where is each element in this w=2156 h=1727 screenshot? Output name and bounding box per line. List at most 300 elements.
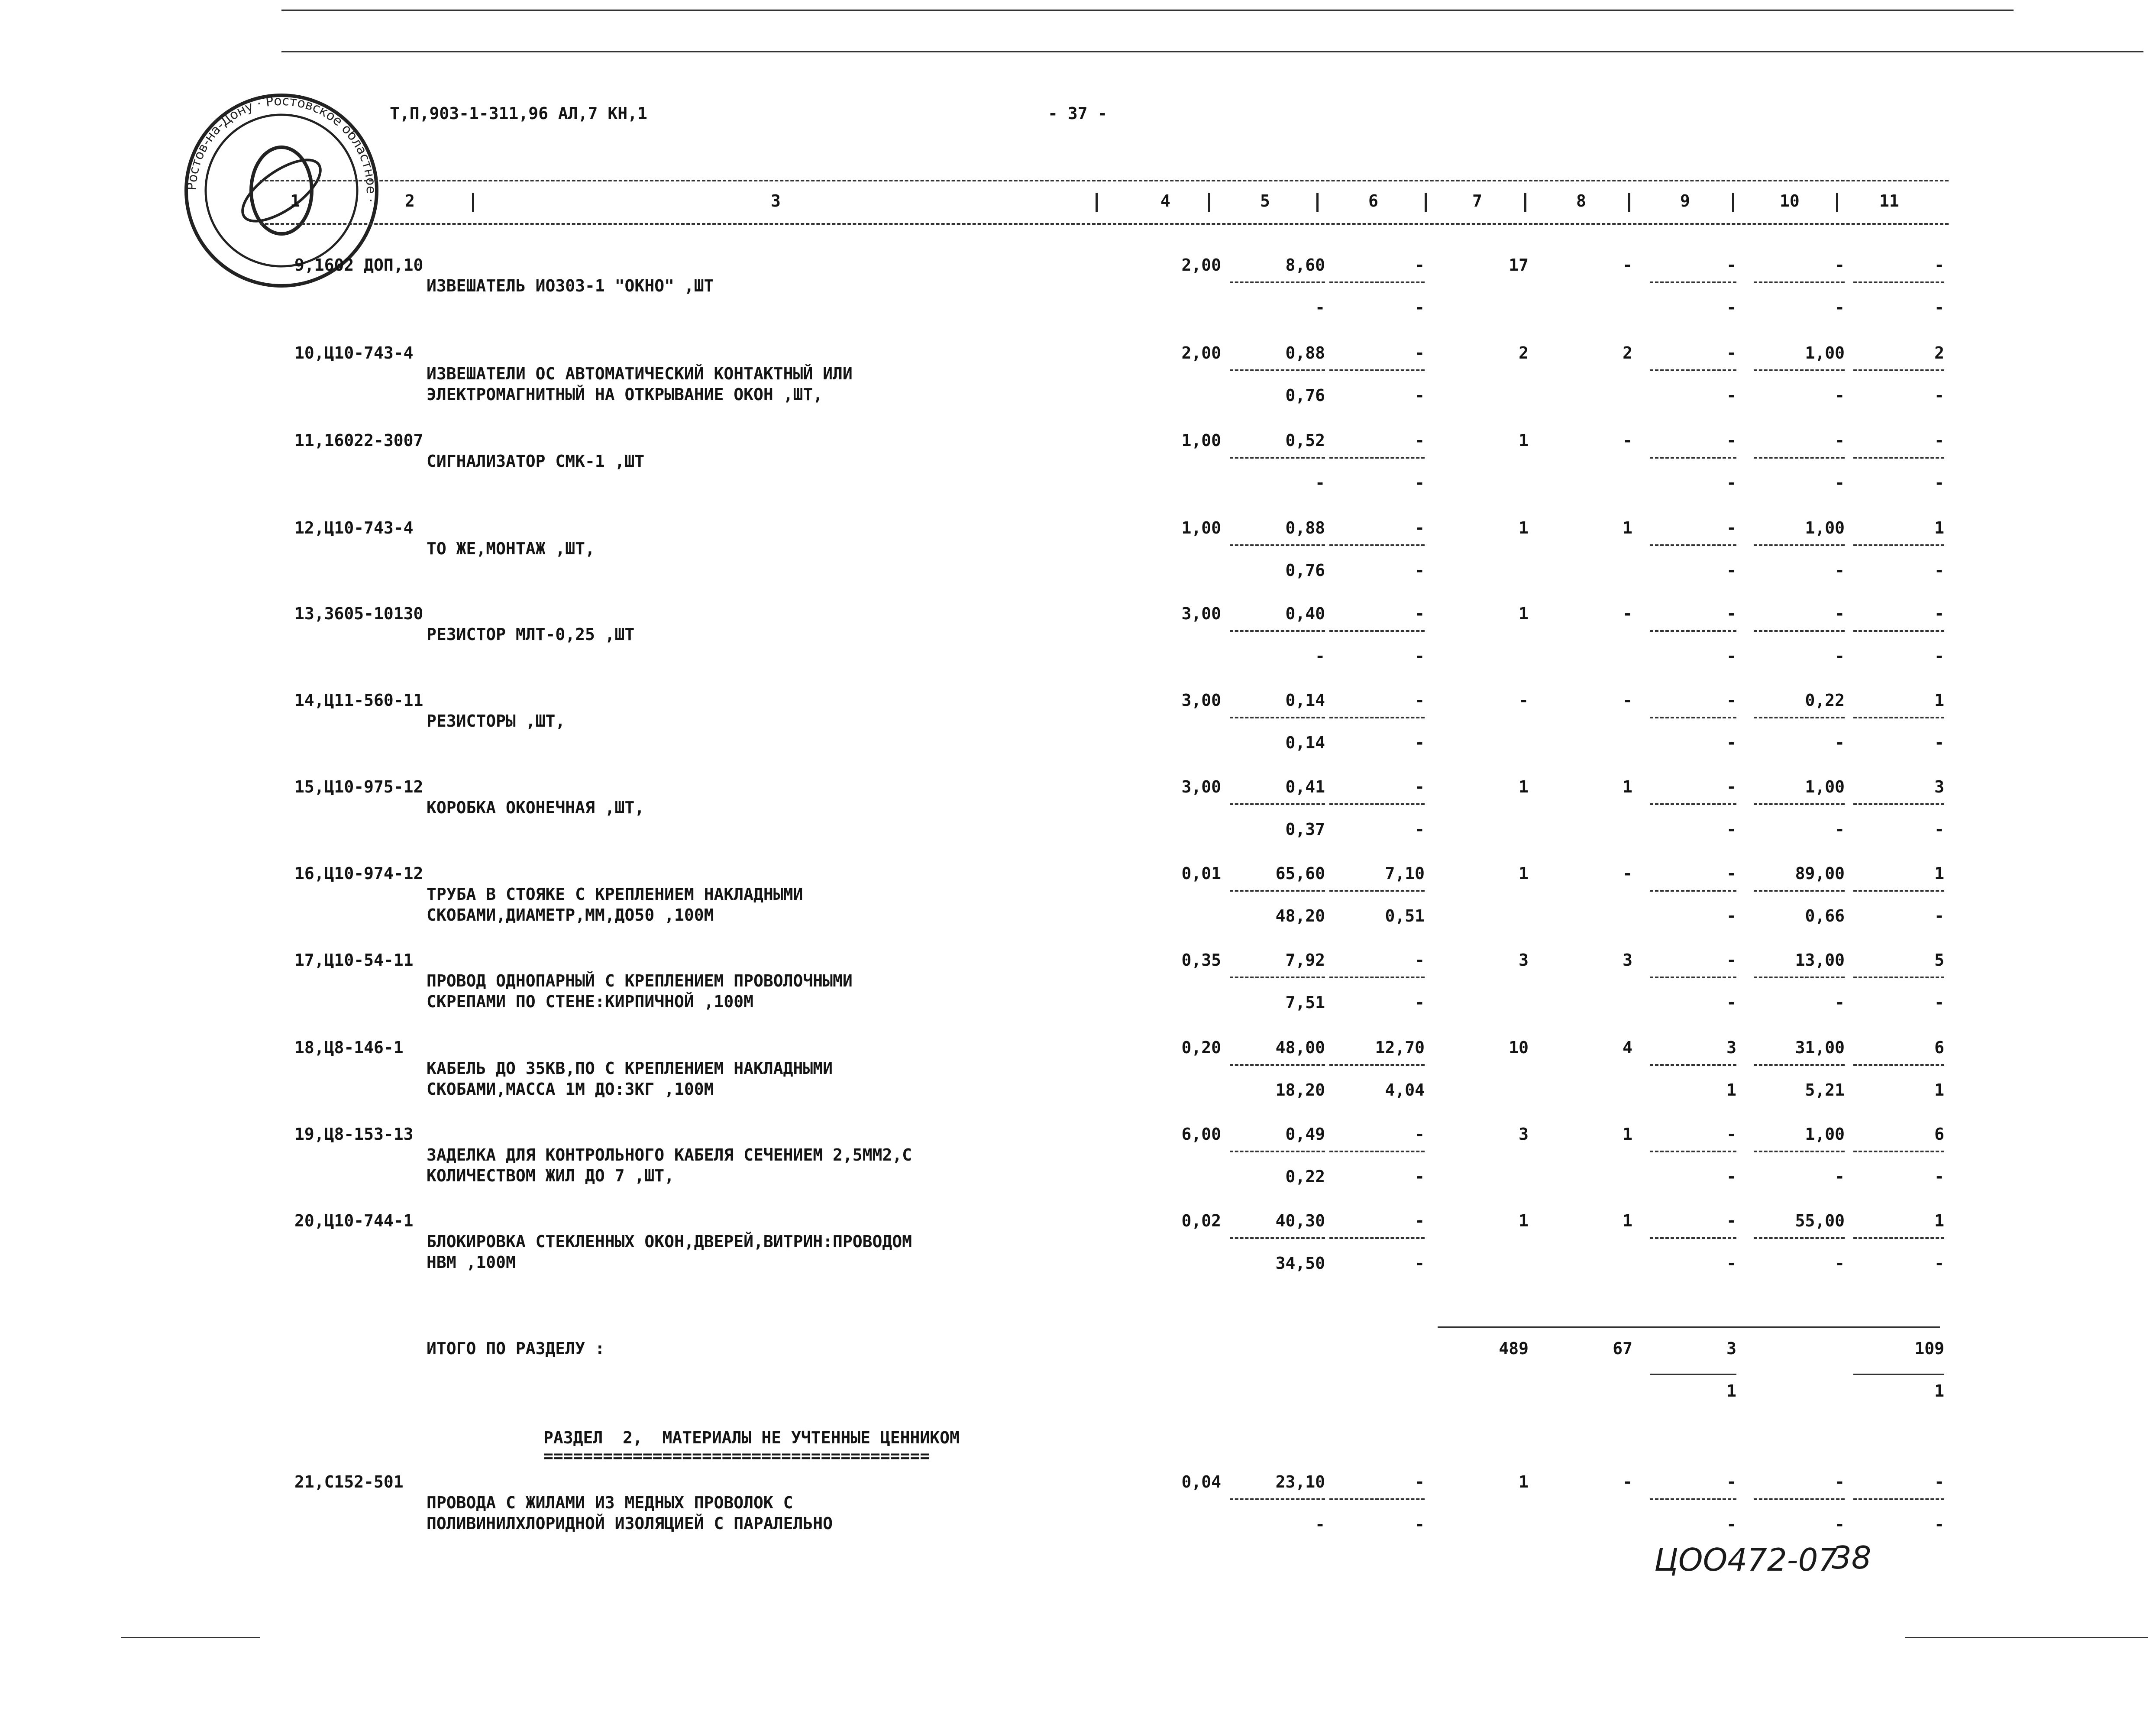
column-header-11: 11 — [1879, 191, 1899, 210]
cell-c4: 3,00 — [1181, 604, 1221, 623]
row-description: ЭЛЕКТРОМАГНИТНЫЙ НА ОТКРЫВАНИЕ ОКОН ,ШТ, — [427, 385, 823, 404]
cell-c10b: - — [1835, 993, 1845, 1012]
cell-c9: - — [1726, 604, 1736, 623]
cell-c6: - — [1415, 518, 1425, 537]
cell-c5: 40,30 — [1275, 1211, 1325, 1230]
row-description: ТРУБА В СТОЯКЕ С КРЕПЛЕНИЕМ НАКЛАДНЫМИ — [427, 885, 803, 904]
row-description: СКРЕПАМИ ПО СТЕНЕ:КИРПИЧНОЙ ,100М — [427, 992, 753, 1011]
cell-c8: 1 — [1623, 777, 1632, 796]
cell-c10: 31,00 — [1795, 1038, 1845, 1057]
cell-c9b: 1 — [1726, 1080, 1736, 1100]
cell-c5: 65,60 — [1275, 864, 1325, 883]
cell-c10b: 5,21 — [1805, 1080, 1845, 1100]
cell-rule-c9 — [1650, 457, 1736, 459]
cell-c7: - — [1519, 691, 1529, 710]
row-code: 15,Ц10-975-12 — [294, 777, 423, 796]
cell-c11b: - — [1934, 298, 1944, 317]
cell-c9: - — [1726, 431, 1736, 450]
column-header-4: 4 — [1160, 191, 1170, 210]
cell-rule-c11 — [1853, 890, 1944, 892]
row-code: 10,Ц10-743-4 — [294, 343, 414, 362]
cell-c5b: 0,76 — [1285, 386, 1325, 405]
cell-rule-c11 — [1853, 717, 1944, 718]
totals-col9-rule — [1650, 1374, 1736, 1375]
column-separator — [472, 193, 474, 212]
totals-col11-b: 1 — [1934, 1381, 1944, 1400]
cell-c5: 0,88 — [1285, 518, 1325, 537]
cell-c8: 1 — [1623, 518, 1632, 537]
cell-c11b: - — [1934, 1167, 1944, 1186]
cell-c6b: - — [1415, 561, 1425, 580]
cell-rule-c9 — [1650, 281, 1736, 283]
cell-c5: 0,49 — [1285, 1125, 1325, 1144]
cell-c10: - — [1835, 604, 1845, 623]
cell-c4: 0,01 — [1181, 864, 1221, 883]
bottom-rule-right — [1905, 1637, 2148, 1638]
cell-c10b: - — [1835, 733, 1845, 752]
cell-c5: 23,10 — [1275, 1472, 1325, 1491]
cell-c5b: 34,50 — [1275, 1254, 1325, 1273]
cell-c11b: - — [1934, 733, 1944, 752]
column-header-2: 2 — [405, 191, 415, 210]
cell-c7: 17 — [1509, 255, 1529, 275]
cell-c6: - — [1415, 777, 1425, 796]
cell-c4: 1,00 — [1181, 518, 1221, 537]
cell-c8: 2 — [1623, 343, 1632, 362]
cell-c10: - — [1835, 431, 1845, 450]
column-header-9: 9 — [1680, 191, 1690, 210]
cell-c11b: - — [1934, 1515, 1944, 1534]
cell-c4: 2,00 — [1181, 255, 1221, 275]
totals-col11: 109 — [1914, 1339, 1944, 1358]
row-description: СИГНАЛИЗАТОР СМК-1 ,ШТ — [427, 452, 645, 471]
cell-rule-c11 — [1853, 1498, 1944, 1500]
totals-col9: 3 — [1726, 1339, 1736, 1358]
cell-c6b: - — [1415, 733, 1425, 752]
cell-c10: 55,00 — [1795, 1211, 1845, 1230]
cell-c9: - — [1726, 691, 1736, 710]
cell-rule-c11 — [1853, 281, 1944, 283]
cell-c9b: - — [1726, 993, 1736, 1012]
cell-c10b: - — [1835, 820, 1845, 839]
cell-rule-c10 — [1754, 803, 1845, 805]
cell-c11: 1 — [1934, 518, 1944, 537]
column-header-8: 8 — [1576, 191, 1586, 210]
cell-c11b: - — [1934, 647, 1944, 666]
cell-c8: - — [1623, 255, 1632, 275]
cell-rule-c10 — [1754, 1498, 1845, 1500]
cell-c10: 89,00 — [1795, 864, 1845, 883]
cell-c7: 3 — [1519, 1125, 1529, 1144]
cell-c10b: - — [1835, 473, 1845, 492]
cell-c4: 1,00 — [1181, 431, 1221, 450]
cell-rule-c6 — [1329, 457, 1425, 459]
cell-c9b: - — [1726, 647, 1736, 666]
cell-c9: - — [1726, 518, 1736, 537]
row-code: 12,Ц10-743-4 — [294, 518, 414, 537]
cell-c4: 2,00 — [1181, 343, 1221, 362]
cell-c11: - — [1934, 604, 1944, 623]
cell-c5b: 7,51 — [1285, 993, 1325, 1012]
cell-c11: - — [1934, 431, 1944, 450]
row-code: 13,3605-10130 — [294, 604, 423, 623]
row-code: 20,Ц10-744-1 — [294, 1211, 414, 1230]
handwritten-page: 38 — [1832, 1539, 1872, 1576]
cell-rule-c6 — [1329, 281, 1425, 283]
cell-rule-c6 — [1329, 369, 1425, 371]
cell-c8: 4 — [1623, 1038, 1632, 1057]
column-separator — [1628, 193, 1630, 212]
cell-rule-c5 — [1230, 890, 1325, 892]
cell-rule-c11 — [1853, 1151, 1944, 1152]
cell-c11b: - — [1934, 473, 1944, 492]
cell-rule-c9 — [1650, 1237, 1736, 1239]
cell-c10: 0,22 — [1805, 691, 1845, 710]
cell-rule-c5 — [1230, 1237, 1325, 1239]
column-header-6: 6 — [1368, 191, 1378, 210]
cell-c8: - — [1623, 431, 1632, 450]
cell-c7: 1 — [1519, 604, 1529, 623]
cell-rule-c10 — [1754, 977, 1845, 978]
row-description: ПРОВОДА С ЖИЛАМИ ИЗ МЕДНЫХ ПРОВОЛОК С — [427, 1493, 793, 1512]
cell-c11: 6 — [1934, 1038, 1944, 1057]
handwritten-code: ЦОО472-07 — [1654, 1542, 1838, 1578]
cell-rule-c10 — [1754, 717, 1845, 718]
cell-c5b: 0,22 — [1285, 1167, 1325, 1186]
cell-c9b: - — [1726, 298, 1736, 317]
cell-c6b: - — [1415, 993, 1425, 1012]
stamp-ring-text: Ростов-на-Дону · Ростовское областное · — [184, 93, 379, 204]
cell-c5: 0,14 — [1285, 691, 1325, 710]
cell-c6: - — [1415, 951, 1425, 970]
totals-rule — [1438, 1326, 1940, 1328]
cell-rule-c10 — [1754, 544, 1845, 546]
cell-c8: 3 — [1623, 951, 1632, 970]
header-bottom-rule — [260, 223, 1949, 225]
cell-c5: 0,40 — [1285, 604, 1325, 623]
cell-c5: 48,00 — [1275, 1038, 1325, 1057]
cell-c9: - — [1726, 255, 1736, 275]
cell-c10b: - — [1835, 647, 1845, 666]
cell-c11b: 1 — [1934, 1080, 1944, 1100]
cell-c6: - — [1415, 604, 1425, 623]
cell-c11: 3 — [1934, 777, 1944, 796]
cell-c6: 12,70 — [1375, 1038, 1425, 1057]
cell-c4: 0,04 — [1181, 1472, 1221, 1491]
cell-c11b: - — [1934, 561, 1944, 580]
cell-c9: - — [1726, 864, 1736, 883]
cell-c6: - — [1415, 343, 1425, 362]
cell-c9b: - — [1726, 386, 1736, 405]
cell-c10: 1,00 — [1805, 343, 1845, 362]
header-top-rule — [260, 180, 1949, 181]
cell-c8: 1 — [1623, 1125, 1632, 1144]
cell-rule-c5 — [1230, 1151, 1325, 1152]
cell-c6: - — [1415, 691, 1425, 710]
cell-c5b: 0,37 — [1285, 820, 1325, 839]
cell-c6: - — [1415, 1211, 1425, 1230]
row-description: КОРОБКА ОКОНЕЧНАЯ ,ШТ, — [427, 798, 645, 817]
cell-rule-c11 — [1853, 544, 1944, 546]
row-description: РЕЗИСТОРЫ ,ШТ, — [427, 711, 566, 731]
cell-c6: 7,10 — [1385, 864, 1425, 883]
cell-c6b: - — [1415, 298, 1425, 317]
cell-c6: - — [1415, 1125, 1425, 1144]
cell-c9b: - — [1726, 1515, 1736, 1534]
cell-c9b: - — [1726, 820, 1736, 839]
cell-c10: 1,00 — [1805, 518, 1845, 537]
totals-col8: 67 — [1613, 1339, 1632, 1358]
cell-c5b: - — [1315, 298, 1325, 317]
cell-c7: 1 — [1519, 1211, 1529, 1230]
row-code: 16,Ц10-974-12 — [294, 864, 423, 883]
cell-rule-c10 — [1754, 1064, 1845, 1066]
cell-c4: 6,00 — [1181, 1125, 1221, 1144]
cell-c9: - — [1726, 1472, 1736, 1491]
cell-c5b: 0,14 — [1285, 733, 1325, 752]
cell-rule-c5 — [1230, 630, 1325, 632]
cell-c6b: - — [1415, 1254, 1425, 1273]
cell-c11: 5 — [1934, 951, 1944, 970]
row-code: 11,16022-3007 — [294, 431, 423, 450]
cell-rule-c10 — [1754, 890, 1845, 892]
row-code: 9,1602 ДОП,10 — [294, 255, 423, 275]
cell-c9: - — [1726, 777, 1736, 796]
cell-rule-c5 — [1230, 803, 1325, 805]
cell-rule-c6 — [1329, 1237, 1425, 1239]
row-code: 18,Ц8-146-1 — [294, 1038, 404, 1057]
row-description: ИЗВЕШАТЕЛЬ ИО303-1 "ОКНО" ,ШТ — [427, 276, 714, 295]
cell-c9: - — [1726, 951, 1736, 970]
cell-c10b: 0,66 — [1805, 906, 1845, 925]
cell-rule-c5 — [1230, 369, 1325, 371]
cell-c9: - — [1726, 1211, 1736, 1230]
cell-c5b: 18,20 — [1275, 1080, 1325, 1100]
cell-c7: 3 — [1519, 951, 1529, 970]
cell-rule-c5 — [1230, 977, 1325, 978]
cell-rule-c6 — [1329, 1151, 1425, 1152]
cell-c9b: - — [1726, 1254, 1736, 1273]
column-header-5: 5 — [1260, 191, 1270, 210]
cell-c8: - — [1623, 1472, 1632, 1491]
cell-c4: 0,35 — [1181, 951, 1221, 970]
cell-c11b: - — [1934, 1254, 1944, 1273]
cell-rule-c11 — [1853, 977, 1944, 978]
cell-rule-c9 — [1650, 803, 1736, 805]
cell-c11: 6 — [1934, 1125, 1944, 1144]
totals-col9-b: 1 — [1726, 1381, 1736, 1400]
cell-rule-c9 — [1650, 1151, 1736, 1152]
cell-c9b: - — [1726, 1167, 1736, 1186]
cell-rule-c5 — [1230, 457, 1325, 459]
cell-c5: 0,52 — [1285, 431, 1325, 450]
cell-c5b: 48,20 — [1275, 906, 1325, 925]
cell-c9: - — [1726, 1125, 1736, 1144]
totals-label: ИТОГО ПО РАЗДЕЛУ : — [427, 1339, 605, 1358]
cell-rule-c6 — [1329, 717, 1425, 718]
cell-c10: - — [1835, 1472, 1845, 1491]
top-rule-2 — [281, 10, 2014, 11]
cell-rule-c5 — [1230, 281, 1325, 283]
cell-c5: 0,41 — [1285, 777, 1325, 796]
cell-c11: - — [1934, 255, 1944, 275]
cell-c6b: - — [1415, 386, 1425, 405]
cell-c7: 10 — [1509, 1038, 1529, 1057]
cell-c9b: - — [1726, 473, 1736, 492]
totals-col7: 489 — [1499, 1339, 1529, 1358]
cell-rule-c10 — [1754, 457, 1845, 459]
cell-rule-c11 — [1853, 369, 1944, 371]
cell-c11b: - — [1934, 820, 1944, 839]
cell-c11: 1 — [1934, 1211, 1944, 1230]
cell-rule-c10 — [1754, 281, 1845, 283]
cell-c11b: - — [1934, 993, 1944, 1012]
bottom-rule-left — [121, 1637, 260, 1638]
row-description: НВМ ,100М — [427, 1253, 516, 1272]
cell-c11b: - — [1934, 386, 1944, 405]
column-separator — [1316, 193, 1319, 212]
cell-c9b: - — [1726, 906, 1736, 925]
cell-c5b: 0,76 — [1285, 561, 1325, 580]
column-separator — [1732, 193, 1734, 212]
cell-c7: 1 — [1519, 518, 1529, 537]
top-rule — [281, 51, 2143, 52]
cell-rule-c10 — [1754, 1237, 1845, 1239]
cell-c7: 1 — [1519, 864, 1529, 883]
row-description: ИЗВЕШАТЕЛИ ОС АВТОМАТИЧЕСКИЙ КОНТАКТНЫЙ ИЛИ — [427, 364, 853, 383]
cell-c8: - — [1623, 691, 1632, 710]
cell-c11: - — [1934, 1472, 1944, 1491]
row-description: ПРОВОД ОДНОПАРНЫЙ С КРЕПЛЕНИЕМ ПРОВОЛОЧНЫМИ — [427, 971, 853, 990]
cell-c4: 0,02 — [1181, 1211, 1221, 1230]
cell-rule-c5 — [1230, 544, 1325, 546]
cell-c6: - — [1415, 431, 1425, 450]
cell-c11: 2 — [1934, 343, 1944, 362]
cell-rule-c6 — [1329, 544, 1425, 546]
cell-c5b: - — [1315, 647, 1325, 666]
column-header-7: 7 — [1472, 191, 1482, 210]
row-description: ЗАДЕЛКА ДЛЯ КОНТРОЛЬНОГО КАБЕЛЯ СЕЧЕНИЕМ 2,5ММ2,С — [427, 1145, 912, 1164]
cell-c6: - — [1415, 1472, 1425, 1491]
row-code: 19,Ц8-153-13 — [294, 1125, 414, 1144]
cell-c10b: - — [1835, 1515, 1845, 1534]
section2-underline: ======================================= — [543, 1446, 930, 1465]
cell-c8: - — [1623, 604, 1632, 623]
cell-c10b: - — [1835, 1167, 1845, 1186]
cell-rule-c9 — [1650, 1064, 1736, 1066]
cell-rule-c9 — [1650, 1498, 1736, 1500]
column-separator — [1096, 193, 1098, 212]
cell-c11: 1 — [1934, 864, 1944, 883]
cell-c4: 3,00 — [1181, 691, 1221, 710]
cell-rule-c9 — [1650, 890, 1736, 892]
cell-rule-c6 — [1329, 1498, 1425, 1500]
cell-c9: 3 — [1726, 1038, 1736, 1057]
cell-c5: 8,60 — [1285, 255, 1325, 275]
row-description: СКОБАМИ,МАССА 1М ДО:3КГ ,100М — [427, 1080, 714, 1099]
cell-rule-c11 — [1853, 630, 1944, 632]
cell-c9b: - — [1726, 733, 1736, 752]
cell-rule-c5 — [1230, 1064, 1325, 1066]
row-description: КОЛИЧЕСТВОМ ЖИЛ ДО 7 ,ШТ, — [427, 1166, 674, 1185]
cell-c11: 1 — [1934, 691, 1944, 710]
column-separator — [1208, 193, 1210, 212]
cell-c10: 1,00 — [1805, 777, 1845, 796]
cell-c5: 7,92 — [1285, 951, 1325, 970]
cell-c10b: - — [1835, 298, 1845, 317]
cell-c6b: - — [1415, 820, 1425, 839]
row-description: КАБЕЛЬ ДО 35КВ,ПО С КРЕПЛЕНИЕМ НАКЛАДНЫМИ — [427, 1059, 833, 1078]
cell-rule-c9 — [1650, 717, 1736, 718]
cell-c10: - — [1835, 255, 1845, 275]
cell-c6b: 0,51 — [1385, 906, 1425, 925]
column-header-10: 10 — [1780, 191, 1800, 210]
row-code: 17,Ц10-54-11 — [294, 951, 414, 970]
cell-c4: 3,00 — [1181, 777, 1221, 796]
cell-c6b: 4,04 — [1385, 1080, 1425, 1100]
cell-c10b: - — [1835, 386, 1845, 405]
cell-rule-c9 — [1650, 369, 1736, 371]
row-description: ТО ЖЕ,МОНТАЖ ,ШТ, — [427, 539, 595, 558]
cell-c7: 1 — [1519, 1472, 1529, 1491]
cell-rule-c6 — [1329, 890, 1425, 892]
cell-rule-c9 — [1650, 544, 1736, 546]
cell-c7: 1 — [1519, 777, 1529, 796]
cell-rule-c11 — [1853, 457, 1944, 459]
cell-rule-c11 — [1853, 803, 1944, 805]
cell-c9b: - — [1726, 561, 1736, 580]
cell-c8: 1 — [1623, 1211, 1632, 1230]
cell-rule-c10 — [1754, 630, 1845, 632]
cell-rule-c6 — [1329, 630, 1425, 632]
cell-rule-c9 — [1650, 977, 1736, 978]
cell-c5: 0,88 — [1285, 343, 1325, 362]
cell-c10: 1,00 — [1805, 1125, 1845, 1144]
cell-rule-c9 — [1650, 630, 1736, 632]
cell-c6b: - — [1415, 647, 1425, 666]
cell-c10b: - — [1835, 561, 1845, 580]
row-description: БЛОКИРОВКА СТЕКЛЕННЫХ ОКОН,ДВЕРЕЙ,ВИТРИН:ПРОВОДОМ — [427, 1232, 912, 1251]
row-description: СКОБАМИ,ДИАМЕТР,ММ,ДО50 ,100М — [427, 906, 714, 925]
row-description: РЕЗИСТОР МЛТ-0,25 ,ШТ — [427, 625, 635, 644]
page-number: - 37 - — [1048, 104, 1108, 123]
cell-c5b: - — [1315, 473, 1325, 492]
column-header-3: 3 — [771, 191, 781, 210]
cell-c11b: - — [1934, 906, 1944, 925]
section2-title: РАЗДЕЛ 2, МАТЕРИАЛЫ НЕ УЧТЕННЫЕ ЦЕННИКОМ — [543, 1428, 960, 1447]
cell-c5b: - — [1315, 1515, 1325, 1534]
cell-rule-c6 — [1329, 803, 1425, 805]
cell-c6b: - — [1415, 1515, 1425, 1534]
cell-c8: - — [1623, 864, 1632, 883]
cell-rule-c10 — [1754, 369, 1845, 371]
cell-c9: - — [1726, 343, 1736, 362]
cell-rule-c6 — [1329, 977, 1425, 978]
cell-c10: 13,00 — [1795, 951, 1845, 970]
cell-rule-c11 — [1853, 1237, 1944, 1239]
doc-reference: Т,П,903-1-311,96 АЛ,7 КН,1 — [390, 104, 647, 123]
cell-c7: 1 — [1519, 431, 1529, 450]
cell-c6b: - — [1415, 473, 1425, 492]
cell-c7: 2 — [1519, 343, 1529, 362]
totals-col11-rule — [1853, 1374, 1944, 1375]
cell-rule-c11 — [1853, 1064, 1944, 1066]
column-separator — [1425, 193, 1427, 212]
cell-c6: - — [1415, 255, 1425, 275]
cell-rule-c5 — [1230, 717, 1325, 718]
column-separator — [1836, 193, 1838, 212]
row-code: 14,Ц11-560-11 — [294, 691, 423, 710]
